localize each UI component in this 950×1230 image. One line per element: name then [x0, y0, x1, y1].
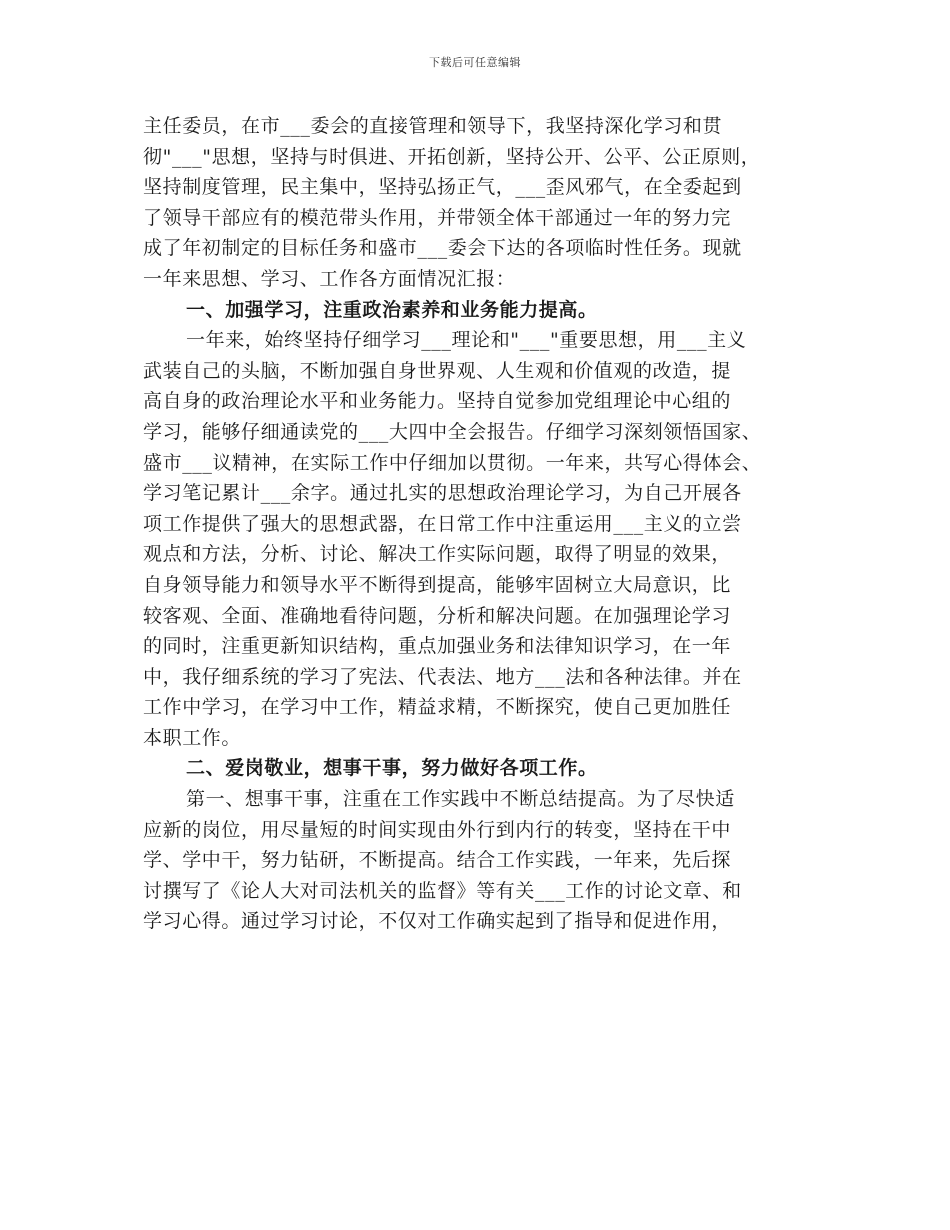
paragraph-line: 高自身的政治理论水平和业务能力。坚持自觉参加党组理论中心组的: [143, 390, 732, 413]
paragraph-line: 本职工作。: [143, 726, 242, 749]
paragraph-line: 应新的岗位，用尽量短的时间实现由外行到内行的转变，坚持在干中: [143, 818, 732, 841]
paragraph-line: 学习心得。通过学习讨论，不仅对工作确实起到了指导和促进作用，: [143, 910, 732, 933]
paragraph-line: 学习笔记累计___余字。通过扎实的思想政治理论学习，为自己开展各: [143, 482, 742, 505]
paragraph-line: 坚持制度管理，民主集中，坚持弘扬正气，___歪风邪气，在全委起到: [143, 176, 742, 199]
paragraph-line: 的同时，注重更新知识结构，重点加强业务和法律知识学习，在一年: [143, 635, 732, 658]
paragraph-line: 工作中学习，在学习中工作，精益求精，不断探究，使自己更加胜任: [143, 696, 732, 719]
paragraph-line: 武装自己的头脑，不断加强自身世界观、人生观和价值观的改造，提: [143, 359, 732, 382]
paragraph-line: 一年来，始终坚持仔细学习___理论和"___"重要思想，用___主义: [186, 329, 747, 352]
document-body: [143, 111, 815, 937]
paragraph-line: 盛市___议精神，在实际工作中仔细加以贯彻。一年来，共写心得体会、: [143, 451, 762, 474]
paragraph-line: 学、学中干，努力钻研，不断提高。结合工作实践，一年来，先后探: [143, 849, 732, 872]
paragraph-line: 成了年初制定的目标任务和盛市___委会下达的各项临时性任务。现就: [143, 237, 742, 260]
section-heading: 二、爱岗敬业，想事干事，努力做好各项工作。: [186, 757, 598, 780]
page-header: 下载后可任意编辑: [429, 56, 521, 69]
paragraph-line: 一年来思想、学习、工作各方面情况汇报：: [143, 267, 516, 290]
paragraph-line: 讨撰写了《论人大对司法机关的监督》等有关___工作的讨论文章、和: [143, 879, 742, 902]
paragraph-line: 第一、想事干事，注重在工作实践中不断总结提高。为了尽快适: [186, 788, 735, 811]
paragraph-line: 观点和方法，分析、讨论、解决工作实际问题，取得了明显的效果，: [143, 543, 732, 566]
paragraph-line: 项工作提供了强大的思想武器，在日常工作中注重运用___主义的立尝: [143, 512, 742, 535]
paragraph-line: 彻"___"思想，坚持与时俱进、开拓创新，坚持公开、公平、公正原则，: [143, 145, 761, 168]
paragraph-line: 学习，能够仔细通读党的___大四中全会报告。仔细学习深刻领悟国家、: [143, 420, 762, 443]
paragraph-line: 了领导干部应有的模范带头作用，并带领全体干部通过一年的努力完: [143, 206, 732, 229]
paragraph-line: 自身领导能力和领导水平不断得到提高，能够牢固树立大局意识，比: [143, 573, 732, 596]
section-heading: 一、加强学习，注重政治素养和业务能力提高。: [186, 298, 598, 321]
paragraph-line: 主任委员，在市___委会的直接管理和领导下，我坚持深化学习和贯: [143, 115, 723, 137]
paragraph-line: 中，我仔细系统的学习了宪法、代表法、地方___法和各种法律。并在: [143, 665, 742, 688]
paragraph-line: 较客观、全面、准确地看待问题，分析和解决问题。在加强理论学习: [143, 604, 732, 627]
